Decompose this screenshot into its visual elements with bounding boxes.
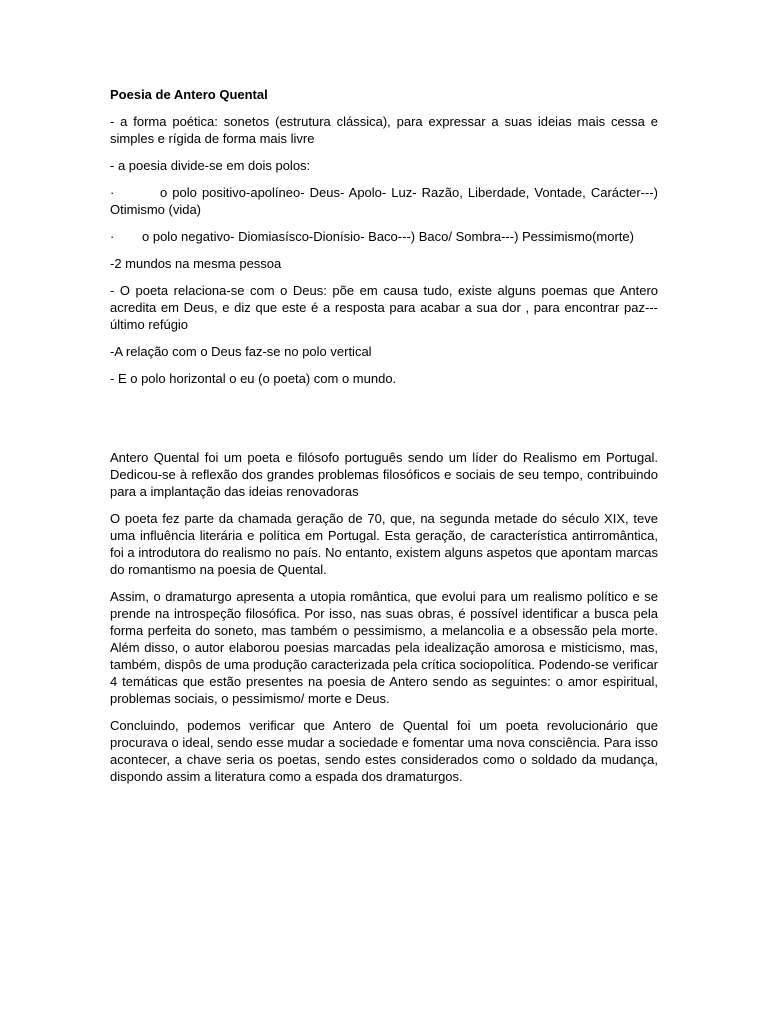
note-divide-polos: - a poesia divide-se em dois polos: (110, 158, 311, 173)
essay-paragraph-4: Concluindo, podemos verificar que Antero de Quental foi um poeta revolucionário que procurava o ideal, sendo esse mudar a sociedade e fomentar uma nova consciência. Para isso acontecer, a chave seria os poetas, sendo estes considerados como o soldado da mudança, dispondo assim a literatura como a espada dos dramaturgos. (110, 718, 658, 784)
document-title: Poesia de Antero Quental (110, 87, 268, 102)
note-relaciona-deus: - O poeta relaciona-se com o Deus: põe em causa tudo, existe alguns poemas que Antero acredita em Deus, e diz que este é a resposta para acabar a sua dor , para encontrar paz--- último refúgio (110, 283, 658, 332)
polo-negativo-text: o polo negativo- Diomiasísco-Dionísio- Baco---) Baco/ Sombra---) Pessimismo(morte) (142, 229, 634, 244)
note-dois-mundos: -2 mundos na mesma pessoa (110, 256, 282, 271)
note-forma-poetica: - a forma poética: sonetos (estrutura clássica), para expressar a suas ideias mais cessa e simples e rígida de forma mais livre (110, 114, 658, 146)
essay-paragraph-2: O poeta fez parte da chamada geração de 70, que, na segunda metade do século XIX, teve uma influência literária e política em Portugal. Esta geração, de característica antirromântica, foi a introdutora do realismo no país. No entanto, existem alguns aspetos que apontam marcas do romantismo na poesia de Quental. (110, 511, 658, 577)
list-item-polo-negativo (110, 228, 658, 245)
note-polo-horizontal: - E o polo horizontal o eu (o poeta) com o mundo. (110, 371, 397, 386)
section-spacer (110, 397, 658, 449)
essay-paragraph-1: Antero Quental foi um poeta e filósofo português sendo um líder do Realismo em Portugal. Dedicou-se à reflexão dos grandes problemas filosóficos e sociais de seu tempo, contribuindo para a implantação das ideias renovadoras (110, 450, 658, 499)
essay-paragraph-3: Assim, o dramaturgo apresenta a utopia romântica, que evolui para um realismo político e se prende na introspeção filosófica. Por isso, nas suas obras, é possível identificar a busca pela forma perfeita do soneto, mas também o pessimismo, a melancolia e a obsessão pela morte. Além disso, o autor elaborou poesias marcadas pela idealização amorosa e misticismo, mas, também, dispôs de uma produção caracterizada pela crítica sociopolítica. Podendo-se verificar 4 temáticas que estão presentes na poesia de Antero sendo as seguintes: o amor espiritual, problemas sociais, o pessimismo/ morte e Deus. (110, 589, 658, 706)
bullet-marker: · (110, 229, 115, 244)
bullet-marker: · (110, 185, 115, 200)
polo-positivo-text: o polo positivo-apolíneo- Deus- Apolo- Luz- Razão, Liberdade, Vontade, Carácter---) Otimismo (vida) (110, 185, 658, 217)
list-item-polo-positivo (110, 184, 658, 218)
note-polo-vertical: -A relação com o Deus faz-se no polo vertical (110, 344, 372, 359)
